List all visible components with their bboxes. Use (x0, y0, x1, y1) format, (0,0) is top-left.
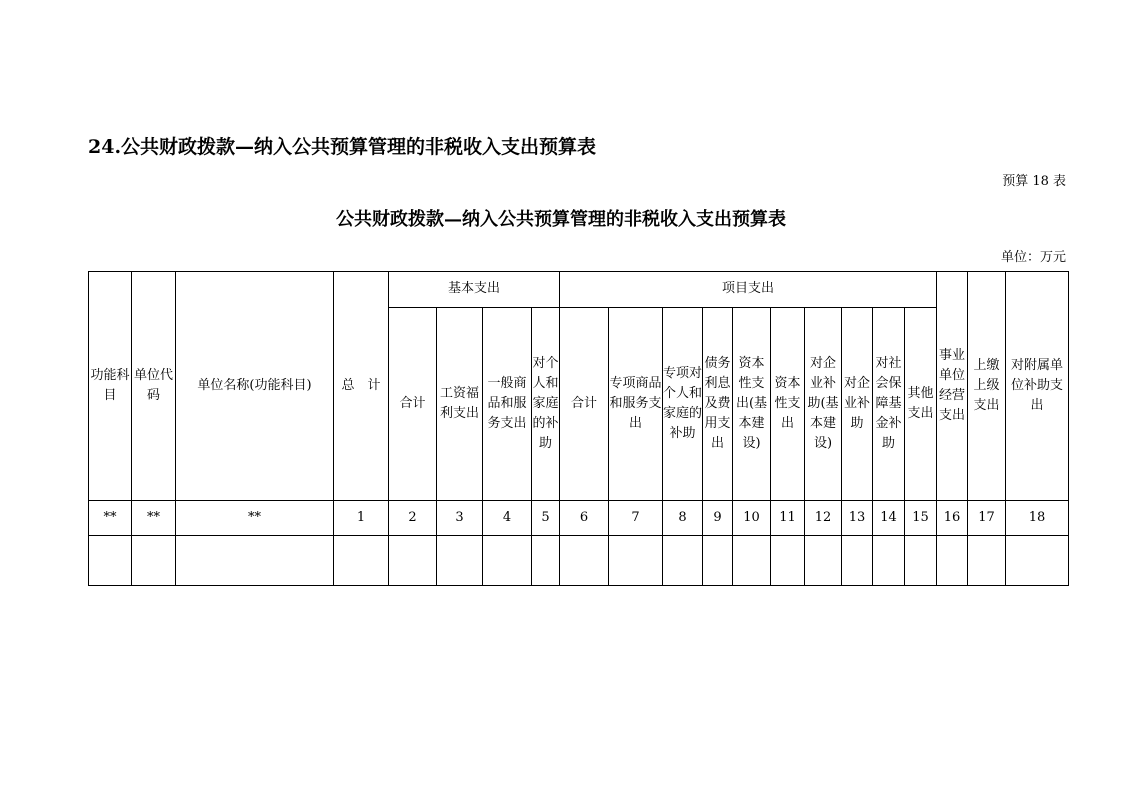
index-cell: 2 (389, 501, 437, 536)
empty-cell (334, 536, 389, 586)
empty-cell (532, 536, 560, 586)
empty-cell (905, 536, 937, 586)
project-col-header: 其他支出 (905, 308, 937, 501)
empty-cell (663, 536, 703, 586)
header-remit-upper: 上缴上级支出 (968, 272, 1006, 501)
index-cell: 10 (733, 501, 771, 536)
basic-col-header: 工资福利支出 (437, 308, 483, 501)
index-cell: ** (132, 501, 176, 536)
empty-cell (937, 536, 968, 586)
table-title: 公共财政拨款—纳入公共预算管理的非税收入支出预算表 (336, 209, 786, 230)
index-cell: 13 (842, 501, 873, 536)
empty-cell (132, 536, 176, 586)
empty-cell (89, 536, 132, 586)
empty-cell (771, 536, 805, 586)
header-basic-expenditure: 基本支出 (389, 272, 560, 308)
header-subsidiary-subsidy: 对附属单位补助支出 (1006, 272, 1069, 501)
empty-cell (733, 536, 771, 586)
header-unit-code: 单位代码 (132, 272, 176, 501)
header-total: 总 计 (334, 272, 389, 501)
form-number: 预算 18 表 (1002, 174, 1066, 189)
empty-cell (389, 536, 437, 586)
empty-data-row (89, 536, 1069, 586)
basic-col-header: 合计 (389, 308, 437, 501)
project-col-header: 专项商品和服务支出 (609, 308, 663, 501)
header-func-subject: 功能科目 (89, 272, 132, 501)
index-cell: 3 (437, 501, 483, 536)
index-row (89, 501, 1069, 536)
empty-cell (560, 536, 609, 586)
empty-cell (968, 536, 1006, 586)
index-cell: 7 (609, 501, 663, 536)
unit-label: 单位：万元 (1000, 250, 1066, 265)
project-col-header: 对社会保障基金补助 (873, 308, 905, 501)
header-row-groups (89, 272, 1069, 308)
index-cell: 11 (771, 501, 805, 536)
index-cell: 18 (1006, 501, 1069, 536)
index-cell: 12 (805, 501, 842, 536)
budget-table (88, 271, 1069, 586)
index-cell: 6 (560, 501, 609, 536)
project-col-header: 对企业补助(基本建设) (805, 308, 842, 501)
index-cell: 17 (968, 501, 1006, 536)
index-cell: 5 (532, 501, 560, 536)
empty-cell (1006, 536, 1069, 586)
empty-cell (703, 536, 733, 586)
index-cell: ** (89, 501, 132, 536)
index-cell: 8 (663, 501, 703, 536)
header-enterprise-expenditure: 事业单位经营支出 (937, 272, 968, 501)
index-cell: 1 (334, 501, 389, 536)
index-cell: 16 (937, 501, 968, 536)
header-project-expenditure: 项目支出 (560, 272, 937, 308)
index-cell: 4 (483, 501, 532, 536)
index-cell: 14 (873, 501, 905, 536)
header-unit-name: 单位名称(功能科目) (176, 272, 334, 501)
index-cell: ** (176, 501, 334, 536)
empty-cell (437, 536, 483, 586)
empty-cell (805, 536, 842, 586)
empty-cell (842, 536, 873, 586)
project-col-header: 对企业补助 (842, 308, 873, 501)
empty-cell (176, 536, 334, 586)
empty-cell (609, 536, 663, 586)
project-col-header: 资本性支出 (771, 308, 805, 501)
project-col-header: 合计 (560, 308, 609, 501)
index-cell: 9 (703, 501, 733, 536)
basic-col-header: 对个人和家庭的补助 (532, 308, 560, 501)
empty-cell (873, 536, 905, 586)
index-cell: 15 (905, 501, 937, 536)
empty-cell (483, 536, 532, 586)
section-title: 24.公共财政拨款—纳入公共预算管理的非税收入支出预算表 (88, 136, 597, 158)
project-col-header: 债务利息及费用支出 (703, 308, 733, 501)
basic-col-header: 一般商品和服务支出 (483, 308, 532, 501)
project-col-header: 资本性支出(基本建设) (733, 308, 771, 501)
project-col-header: 专项对个人和家庭的补助 (663, 308, 703, 501)
